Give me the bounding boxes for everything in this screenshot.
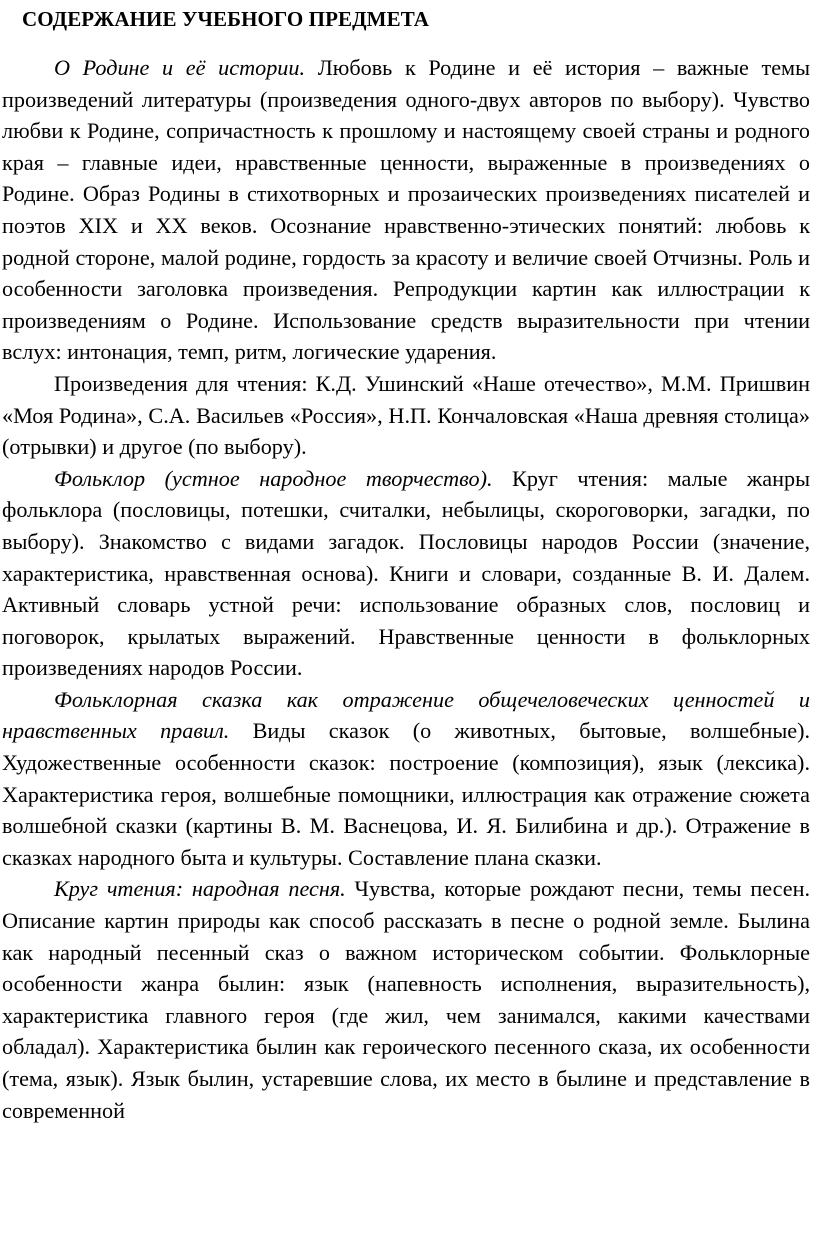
section-heading: СОДЕРЖАНИЕ УЧЕБНОГО ПРЕДМЕТА bbox=[22, 7, 430, 31]
paragraph-text: Чувства, которые рождают песни, темы песен. Описание картин природы как способ рассказать в песне о родной земле. Былина как народный песенный сказ о важном историческом событии. Фольклорные особенности жанра былин: язык (напевность исполнения, выразительность), характеристика главного героя (где жил, чем занимался, какими качествами обладал). Характеристика былин как героического песенного сказа, их особенности (тема, язык). Язык былин, устаревшие слова, их место в былине и представление в современной bbox=[2, 876, 810, 1123]
paragraph-lead: О Родине и её истории. bbox=[54, 55, 306, 80]
paragraph-reading-list bbox=[2, 368, 810, 463]
paragraph-text: Круг чтения: малые жанры фольклора (пословицы, потешки, считалки, небылицы, скороговорки, загадки, по выбору). Знакомство с видами загадок. Пословицы народов России (значение, характеристика, нравственная основа). Книги и словари, созданные В. И. Далем. Активный словарь устной речи: использование образных слов, пословиц и поговорок, крылатых выражений. Нравственные ценности в фольклорных произведениях народов России. bbox=[2, 465, 810, 681]
paragraph-homeland bbox=[2, 52, 810, 368]
paragraph-folk-song bbox=[2, 873, 810, 1126]
paragraph-lead: Фольклор (устное народное творчество). bbox=[54, 465, 493, 491]
paragraph-fairy-tale bbox=[2, 684, 810, 874]
paragraph-text: Виды сказок (о животных, бытовые, волшебные). Художественные особенности сказок: построение (композиция), язык (лексика). Характеристика героя, волшебные помощники, иллюстрация как отражение сюжета волшебной сказки (картины В. М. Васнецова, И. Я. Билибина и др.). Отражение в сказках народного быта и культуры. Составление плана сказки. bbox=[2, 718, 811, 870]
paragraph-folklore bbox=[2, 463, 810, 684]
paragraph-lead: Фольклорная сказка как отражение общечеловеческих ценностей и нравственных правил. bbox=[2, 686, 810, 744]
paragraph-text: Любовь к Родине и её история – важные темы произведений литературы (произведения одного-двух авторов по выбору). Чувство любви к Родине, сопричастность к прошлому и настоящему своей страны и родного края – главные идеи, нравственные ценности, выраженные в произведениях о Родине. Образ Родины в стихотворных и прозаических произведениях писателей и поэтов XIX и XX веков. Осознание нравственно-этических понятий: любовь к родной стороне, малой родине, гордость за красоту и величие своей Отчизны. Роль и особенности заголовка произведения. Репродукции картин как иллюстрации к произведениям о Родине. Использование средств выразительности при чтении вслух: интонация, темп, ритм, логические ударения. bbox=[2, 55, 810, 365]
paragraph-lead: Круг чтения: народная песня. bbox=[54, 876, 346, 902]
paragraph-text: Произведения для чтения: К.Д. Ушинский «Наше отечество», М.М. Пришвин «Моя Родина», С.А. Васильев «Россия», Н.П. Кончаловская «Наша древняя столица» (отрывки) и другое (по выбору). bbox=[2, 370, 810, 460]
